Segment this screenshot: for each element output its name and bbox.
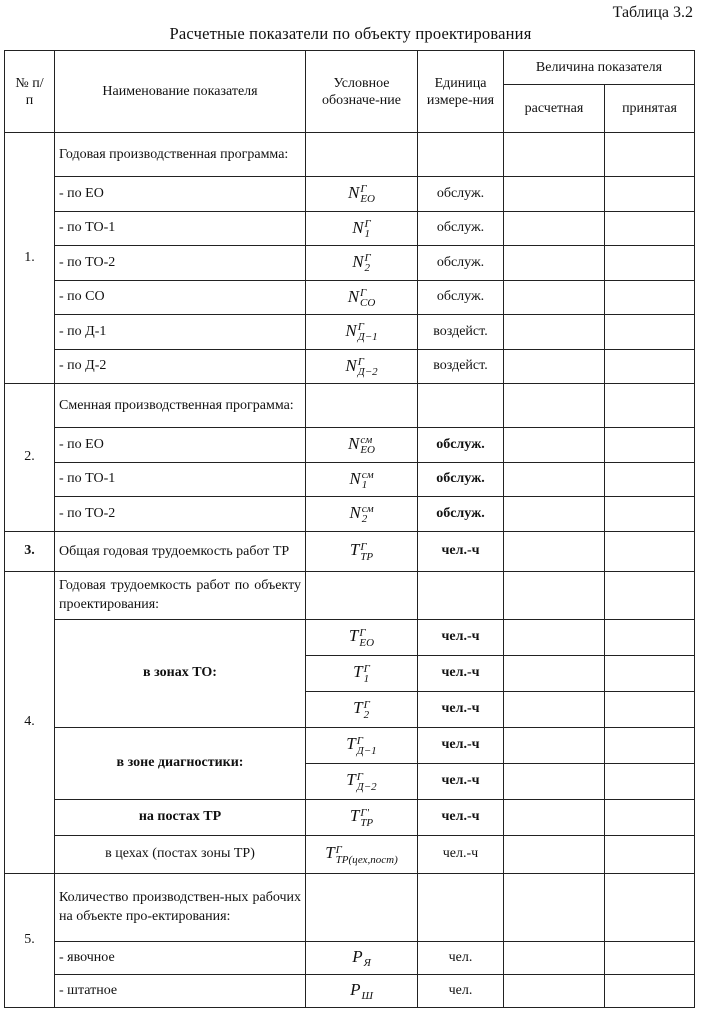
symbol-base: T <box>346 770 356 790</box>
unit-cell <box>418 133 504 177</box>
unit-cell: чел.-ч <box>418 619 504 655</box>
value-calc-cell[interactable] <box>504 763 605 799</box>
header-name: Наименование показателя <box>55 51 306 133</box>
value-calc-cell[interactable] <box>504 246 605 281</box>
section-title-row <box>5 384 695 428</box>
symbol-subscript: ТР <box>360 550 374 563</box>
symbol-cell <box>306 428 418 463</box>
symbol-subscript: ЕО <box>360 193 375 206</box>
symbol-base: N <box>345 355 357 375</box>
table-row <box>5 211 695 246</box>
symbol-superscript: Г <box>360 540 367 553</box>
value-calc-cell[interactable] <box>504 531 605 571</box>
value-calc-cell[interactable] <box>504 873 605 941</box>
symbol-indices <box>365 219 371 239</box>
symbol-base: T <box>346 734 356 754</box>
symbol-indices <box>359 628 374 648</box>
unit-cell: обслуж. <box>418 497 504 532</box>
symbol-superscript: Г <box>356 734 364 747</box>
value-accepted-cell[interactable] <box>605 691 695 727</box>
unit-cell: чел.-ч <box>418 655 504 691</box>
unit-cell: обслуж. <box>418 462 504 497</box>
value-accepted-cell[interactable] <box>605 941 695 974</box>
value-calc-cell[interactable] <box>504 462 605 497</box>
symbol-subscript: Я <box>363 957 371 970</box>
symbol-superscript: Г <box>363 662 370 675</box>
row-name: - по ТО-2 <box>55 497 306 532</box>
row-name: - по ТО-2 <box>55 246 306 281</box>
section-title: Сменная производственная программа: <box>55 384 306 428</box>
symbol-superscript: Г <box>360 183 367 196</box>
value-calc-cell[interactable] <box>504 619 605 655</box>
symbol-subscript: 1 <box>364 227 371 240</box>
symbol-superscript: Г' <box>360 806 369 819</box>
value-calc-cell[interactable] <box>504 727 605 763</box>
symbol-superscript: Г <box>364 252 371 265</box>
value-accepted-cell[interactable] <box>605 571 695 619</box>
section-number: 3. <box>5 531 55 571</box>
value-calc-cell[interactable] <box>504 133 605 177</box>
symbol-indices <box>362 470 374 490</box>
group-label: в зонах ТО: <box>55 619 306 727</box>
value-accepted-cell[interactable] <box>605 799 695 835</box>
table-caption: Таблица 3.2 <box>612 4 693 21</box>
symbol-superscript: Г <box>360 286 367 299</box>
row-name: - штатное <box>55 974 306 1007</box>
unit-cell <box>418 384 504 428</box>
row-name: - по СО <box>55 280 306 315</box>
symbol-cell <box>306 384 418 428</box>
symbol-subscript: ЕО <box>359 636 375 649</box>
symbol-cell <box>306 133 418 177</box>
symbol-indices <box>360 808 373 828</box>
section-title: Годовая трудоемкость работ по объекту проектирования: <box>55 571 306 619</box>
symbol-cell <box>306 246 418 281</box>
symbol-superscript: Г <box>364 217 371 230</box>
value-accepted-cell[interactable] <box>605 497 695 532</box>
value-accepted-cell[interactable] <box>605 211 695 246</box>
table-row <box>5 835 695 873</box>
symbol-cell <box>306 177 418 212</box>
row-name: - по ЕО <box>55 428 306 463</box>
table-row <box>5 349 695 384</box>
symbol-cell <box>306 211 418 246</box>
value-calc-cell[interactable] <box>504 691 605 727</box>
value-accepted-cell[interactable] <box>605 384 695 428</box>
symbol-indices <box>365 253 371 273</box>
symbol-indices <box>360 184 375 204</box>
symbol-cell <box>306 727 418 763</box>
symbol-subscript: ТР <box>360 816 374 829</box>
value-calc-cell[interactable] <box>504 835 605 873</box>
table-title: Расчетные показатели по объекту проектирования <box>169 24 532 43</box>
symbol-indices <box>357 736 377 756</box>
unit-cell: чел.-ч <box>418 727 504 763</box>
symbol-cell <box>306 655 418 691</box>
unit-cell: чел.-ч <box>418 691 504 727</box>
table-row <box>5 727 695 763</box>
symbol-base: N <box>349 503 361 523</box>
symbol-indices <box>361 981 372 1001</box>
section-title-row <box>5 873 695 941</box>
symbol-base: P <box>352 946 363 966</box>
unit-cell: чел. <box>418 941 504 974</box>
section-title: Годовая производственная программа: <box>55 133 306 177</box>
value-accepted-cell[interactable] <box>605 835 695 873</box>
unit-cell: воздейст. <box>418 315 504 350</box>
table-row <box>5 941 695 974</box>
symbol-base: N <box>352 252 364 272</box>
row-name: - по ТО-1 <box>55 462 306 497</box>
value-accepted-cell[interactable] <box>605 619 695 655</box>
symbol-subscript: Д−2 <box>357 365 378 378</box>
unit-cell: обслуж. <box>418 280 504 315</box>
value-calc-cell[interactable] <box>504 211 605 246</box>
table-row <box>5 799 695 835</box>
symbol-superscript: см <box>361 468 374 481</box>
indicators-table <box>4 50 695 1008</box>
symbol-cell <box>306 619 418 655</box>
header-calc: расчетная <box>504 85 605 133</box>
symbol-subscript: 2 <box>364 262 371 275</box>
section-title: Количество производствен-ных рабочих на объекте про-ектирования: <box>55 873 306 941</box>
symbol-cell <box>306 497 418 532</box>
value-calc-cell[interactable] <box>504 799 605 835</box>
table-row <box>5 462 695 497</box>
symbol-cell <box>306 691 418 727</box>
group-label: на постах ТР <box>55 799 306 835</box>
symbol-superscript: Г <box>359 626 366 639</box>
header-value: Величина показателя <box>504 51 695 85</box>
table-row <box>5 497 695 532</box>
symbol-base: T <box>349 806 360 826</box>
symbol-cell <box>306 349 418 384</box>
unit-cell <box>418 873 504 941</box>
symbol-cell <box>306 974 418 1007</box>
symbol-indices <box>364 700 370 720</box>
section-title-row <box>5 571 695 619</box>
section-title-row <box>5 133 695 177</box>
value-accepted-cell[interactable] <box>605 727 695 763</box>
symbol-superscript: Г <box>356 770 364 783</box>
value-calc-cell[interactable] <box>504 655 605 691</box>
symbol-cell <box>306 531 418 571</box>
value-accepted-cell[interactable] <box>605 531 695 571</box>
symbol-indices <box>357 772 377 792</box>
row-name: - по Д-1 <box>55 315 306 350</box>
unit-cell: обслуж. <box>418 428 504 463</box>
symbol-base: N <box>352 217 364 237</box>
symbol-superscript: Г <box>363 698 370 711</box>
value-accepted-cell[interactable] <box>605 177 695 212</box>
table-row <box>5 531 695 571</box>
symbol-cell <box>306 873 418 941</box>
symbol-subscript: 2 <box>363 708 370 721</box>
symbol-subscript: 2 <box>361 513 368 526</box>
value-accepted-cell[interactable] <box>605 428 695 463</box>
symbol-superscript: см <box>361 503 374 516</box>
header-num: № п/п <box>5 51 55 133</box>
unit-cell <box>418 571 504 619</box>
table-row <box>5 315 695 350</box>
header-unit: Единица измере-ния <box>418 51 504 133</box>
symbol-indices <box>358 322 378 342</box>
symbol-cell <box>306 280 418 315</box>
symbol-base: N <box>347 183 360 203</box>
symbol-cell <box>306 315 418 350</box>
table-row <box>5 280 695 315</box>
symbol-base: N <box>347 434 360 454</box>
row-name: Общая годовая трудоемкость работ ТР <box>55 531 306 571</box>
value-accepted-cell[interactable] <box>605 246 695 281</box>
value-calc-cell[interactable] <box>504 177 605 212</box>
value-calc-cell[interactable] <box>504 349 605 384</box>
symbol-base: T <box>325 843 335 863</box>
value-accepted-cell[interactable] <box>605 655 695 691</box>
value-accepted-cell[interactable] <box>605 763 695 799</box>
value-accepted-cell[interactable] <box>605 280 695 315</box>
table-row <box>5 619 695 655</box>
unit-cell: обслуж. <box>418 211 504 246</box>
symbol-indices <box>360 435 375 455</box>
symbol-superscript: Г <box>335 843 342 856</box>
unit-cell: обслуж. <box>418 246 504 281</box>
value-calc-cell[interactable] <box>504 571 605 619</box>
symbol-superscript: см <box>360 434 373 447</box>
symbol-indices <box>364 948 371 968</box>
header-symbol: Условное обозначе-ние <box>306 51 418 133</box>
table-row <box>5 974 695 1007</box>
value-calc-cell[interactable] <box>504 384 605 428</box>
symbol-cell <box>306 941 418 974</box>
unit-cell: чел.-ч <box>418 763 504 799</box>
symbol-cell <box>306 571 418 619</box>
header-accepted: принятая <box>605 85 695 133</box>
value-accepted-cell[interactable] <box>605 873 695 941</box>
value-accepted-cell[interactable] <box>605 315 695 350</box>
section-number: 1. <box>5 133 55 384</box>
symbol-cell <box>306 835 418 873</box>
symbol-subscript: СО <box>360 296 376 309</box>
table-row <box>5 428 695 463</box>
symbol-indices <box>336 845 398 865</box>
table-row <box>5 246 695 281</box>
section-number: 2. <box>5 384 55 532</box>
value-accepted-cell[interactable] <box>605 349 695 384</box>
symbol-indices <box>360 542 373 562</box>
symbol-subscript: 1 <box>361 478 368 491</box>
row-name: - явочное <box>55 941 306 974</box>
symbol-cell <box>306 462 418 497</box>
value-calc-cell[interactable] <box>504 315 605 350</box>
value-calc-cell[interactable] <box>504 428 605 463</box>
value-accepted-cell[interactable] <box>605 462 695 497</box>
unit-cell: чел.-ч <box>418 835 504 873</box>
value-accepted-cell[interactable] <box>605 133 695 177</box>
unit-cell: обслуж. <box>418 177 504 212</box>
symbol-base: T <box>348 626 359 646</box>
group-label: в зоне диагностики: <box>55 727 306 799</box>
value-calc-cell[interactable] <box>504 941 605 974</box>
symbol-base: P <box>350 979 361 999</box>
row-name: - по Д-2 <box>55 349 306 384</box>
symbol-indices <box>358 357 378 377</box>
value-calc-cell[interactable] <box>504 280 605 315</box>
group-label: в цехах (постах зоны ТР) <box>55 835 306 873</box>
unit-cell: чел.-ч <box>418 531 504 571</box>
symbol-subscript: ЕО <box>360 444 375 457</box>
value-accepted-cell[interactable] <box>605 974 695 1007</box>
symbol-base: N <box>347 286 360 306</box>
symbol-cell <box>306 763 418 799</box>
table-row <box>5 177 695 212</box>
symbol-superscript: Г <box>357 321 364 334</box>
unit-cell: воздейст. <box>418 349 504 384</box>
symbol-subscript: Д−1 <box>357 331 378 344</box>
symbol-subscript: Д−1 <box>356 744 377 757</box>
section-number: 5. <box>5 873 55 1007</box>
symbol-base: N <box>345 321 357 341</box>
symbol-base: T <box>353 662 363 682</box>
section-number: 4. <box>5 571 55 873</box>
symbol-base: T <box>349 540 360 560</box>
symbol-cell <box>306 799 418 835</box>
unit-cell: чел.-ч <box>418 799 504 835</box>
unit-cell: чел. <box>418 974 504 1007</box>
row-name: - по ТО-1 <box>55 211 306 246</box>
symbol-superscript: Г <box>357 355 364 368</box>
symbol-subscript: Ш <box>361 990 373 1003</box>
symbol-base: T <box>353 698 363 718</box>
symbol-indices <box>360 288 375 308</box>
symbol-indices <box>362 504 374 524</box>
row-name: - по ЕО <box>55 177 306 212</box>
value-calc-cell[interactable] <box>504 497 605 532</box>
symbol-base: N <box>349 468 361 488</box>
symbol-indices <box>364 664 370 684</box>
symbol-subscript: ТР(цех,пост) <box>335 853 398 866</box>
symbol-subscript: Д−2 <box>356 780 377 793</box>
value-calc-cell[interactable] <box>504 974 605 1007</box>
symbol-subscript: 1 <box>363 672 370 685</box>
